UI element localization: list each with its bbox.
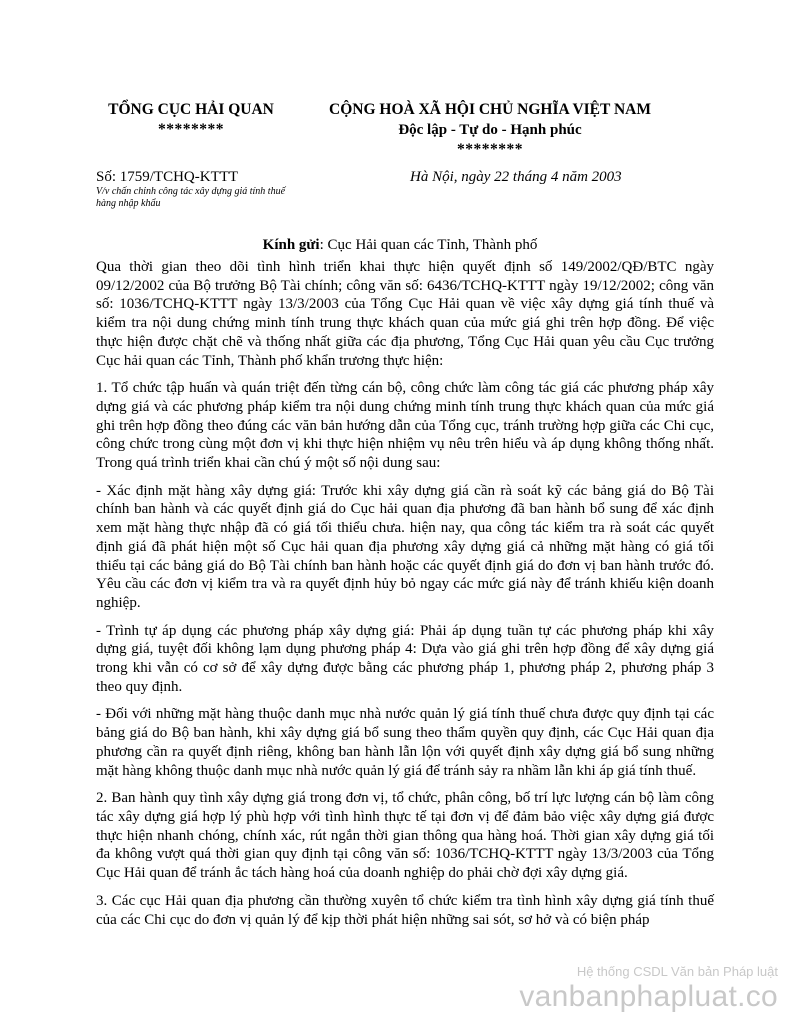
agency-stars: ******** — [158, 121, 224, 138]
country-header — [290, 100, 690, 160]
document-subject: V/v chấn chỉnh công tác xây dựng giá tính thuế hàng nhập khẩu — [96, 186, 286, 209]
paragraph-1: 1. Tổ chức tập huấn và quán triệt đến từng cán bộ, công chức làm công tác giá các phương pháp xây dựng giá và các phương pháp kiểm tra nội dung chứng minh tính trung thực khách quan của mức giá ghi trên hợp đồng theo đúng các văn bản hướng dẫn của Tổng cục, tránh trường hợp giữa các Chi cục, công chức trong cùng một đơn vị khi thực hiện nhiệm vụ nêu trên hiểu và áp dụng không thống nhất. Trong quá trình triển khai cần chú ý một số nội dung sau: — [96, 380, 714, 472]
recipient-line — [0, 236, 800, 254]
agency-header — [96, 100, 286, 140]
national-motto: Độc lập - Tự do - Hạnh phúc — [398, 122, 582, 138]
paragraph-1a: - Xác định mặt hàng xây dựng giá: Trước khi xây dựng giá cần rà soát kỹ các bảng giá do Bộ Tài chính ban hành và các quyết định giá do Cục hải quan địa phương đã ban hành bổ sung để xác định xem mặt hàng thực nhập đã có giá tối thiểu chưa. hiện nay, qua công tác kiểm tra rà soát các quyết định giá đã phát hiện một số Cục hải quan địa phương xây dựng giá cả những mặt hàng có giá tối thiểu tại các bảng giá do Bộ Tài chính ban hành hoặc các quyết định giá do đơn vị ban hành trước đó. Yêu cầu các đơn vị kiểm tra và ra quyết định hủy bỏ ngay các mức giá này để tránh khiếu kiện doanh nghiệp. — [96, 482, 714, 611]
footer-site: vanbanphapluat.co — [519, 980, 778, 1013]
motto-stars: ******** — [457, 141, 523, 158]
country-name: CỘNG HOÀ XÃ HỘI CHỦ NGHĨA VIỆT NAM — [329, 101, 651, 118]
document-body — [96, 258, 714, 938]
recipient-value: : Cục Hải quan các Tỉnh, Thành phố — [319, 237, 538, 253]
paragraph-1c: - Đối với những mặt hàng thuộc danh mục nhà nước quản lý giá tính thuế chưa được quy định tại các bảng giá do Bộ ban hành, khi xây dựng giá bổ sung theo thẩm quyền quy định, các Cục Hải quan địa phương cần ra quyết định riêng, không ban hành lẫn lộn với quyết định xây dựng giá bổ sung những mặt hàng không thuộc danh mục nhà nước quản lý giá để tránh sảy ra nhầm lẫn khi áp giá tính thuế. — [96, 706, 714, 779]
watermark-footer — [519, 964, 778, 1014]
document-date: Hà Nội, ngày 22 tháng 4 năm 2003 — [410, 169, 622, 185]
agency-name: TỔNG CỤC HẢI QUAN — [108, 101, 274, 118]
recipient-label: Kính gửi — [262, 237, 320, 253]
paragraph-intro: Qua thời gian theo dõi tình hình triển khai thực hiện quyết định số 149/2002/QĐ/BTC ngày 09/12/2002 của Bộ trưởng Bộ Tài chính; công văn số: 6436/TCHQ-KTTT ngày 19/12/2002; công văn số: 1036/TCHQ-KTTT ngày 13/3/2003 của Tổng Cục Hải quan về việc xây dựng giá tính thuế và kiểm tra nội dung chứng minh tính trung thực khách quan của mức giá ghi trên hợp đồng. Để việc thực hiện được chặt chẽ và thống nhất giữa các địa phương, Tổng Cục Hải quan yêu cầu Cục trưởng Cục hải quan các Tỉnh, Thành phố khẩn trương thực hiện: — [96, 259, 714, 369]
paragraph-2: 2. Ban hành quy tình xây dựng giá trong đơn vị, tổ chức, phân công, bố trí lực lượng cán bộ làm công tác xây dựng giá hợp lý phù hợp với tình hình thực tế tại đơn vị để đảm bảo việc xây dựng giá được thực hiện nhanh chóng, chính xác, rút ngắn thời gian thông qua hàng hoá. Thời gian xây dựng giá tối đa không vượt quá thời gian quy định tại công văn số: 1036/TCHQ-KTTT ngày 13/3/2003 của Tổng Cục Hải quan để tránh ắc tách hàng hoá của doanh nghiệp do phải chờ đợi xây dựng giá. — [96, 790, 714, 882]
paragraph-1b: - Trình tự áp dụng các phương pháp xây dựng giá: Phải áp dụng tuần tự các phương pháp khi xây dựng giá, tuyệt đối không lạm dụng phương pháp 4: Dựa vào giá ghi trên hợp đồng để xây dựng giá trong khi vẫn có cơ sở để xây dựng được bằng các phương pháp 1, phương pháp 2, phương pháp 3 theo quy định. — [96, 622, 714, 695]
footer-caption: Hệ thống CSDL Văn bản Pháp luật — [576, 964, 778, 979]
document-number: Số: 1759/TCHQ-KTTT — [96, 169, 239, 185]
paragraph-3: 3. Các cục Hải quan địa phương cần thường xuyên tổ chức kiểm tra tình hình xây dựng giá tính thuế của các Chi cục do đơn vị quản lý để kịp thời phát hiện những sai sót, sơ hở và có biện pháp — [96, 892, 714, 928]
